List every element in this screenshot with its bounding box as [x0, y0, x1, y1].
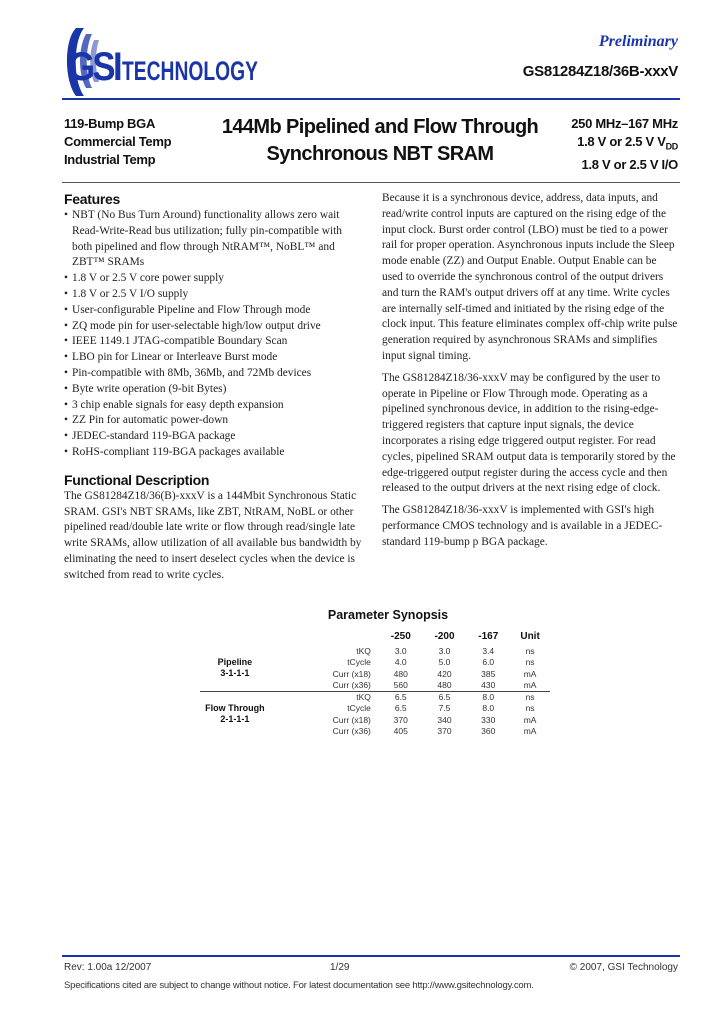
document-title	[200, 114, 560, 168]
feature-item: • NBT (No Bus Turn Around) functionality allows zero wait Read-Write-Read bus utilization; fully pin-compatible with both pipelined and flow through NtRAM™, NoBL™ and ZBT™ SRAMs	[64, 208, 362, 271]
feature-item: • User-configurable Pipeline and Flow Through mode	[64, 303, 362, 319]
group-label-pipeline: Pipeline 3-1-1-1	[217, 656, 253, 678]
param-name: Curr (x18)	[332, 668, 371, 679]
feature-item: • ZQ mode pin for user-selectable high/low output drive	[64, 319, 362, 335]
features-heading: Features	[64, 191, 120, 207]
param-name: Curr (x36)	[332, 680, 371, 690]
feature-item: • ZZ Pin for automatic power-down	[64, 413, 362, 429]
table-row: Curr (x36) 560 480 430 mA	[200, 680, 550, 692]
description-paragraph: Because it is a synchronous device, address, data inputs, and read/write control inputs are captured on the rising edge of the input clock. Burst order control (LBO) must be tied to a power rail for proper operation. Asynchronous inputs include the Sleep mode enable (ZZ) and Output Enable. Output Enable can be used to override the synchronous control of the output drivers and turn the RAM's output drivers off at any time. Write cycles are internally self-timed and initiated by the rising edge of the clock input. This feature eliminates complex off-chip write pulse generation required by asynchronous SRAMs and simplifies input signal timing.	[382, 192, 678, 362]
title-divider	[62, 182, 680, 183]
table-row: Flow Through 2-1-1-1 tKQ 6.5 6.5 8.0 ns	[200, 691, 550, 703]
functional-description-heading: Functional Description	[64, 471, 210, 488]
feature-item: • 3 chip enable signals for easy depth expansion	[64, 398, 362, 414]
package-info	[64, 115, 171, 169]
table-row: tCycle 4.0 5.0 6.0 ns	[200, 657, 550, 669]
param-name: tKQ	[356, 645, 371, 656]
feature-item: • Pin-compatible with 8Mb, 36Mb, and 72Mb devices	[64, 366, 362, 382]
param-name: tCycle	[347, 657, 371, 668]
frequency-range: 250 MHz–167 MHz	[571, 116, 678, 131]
param-name: Curr (x36)	[332, 726, 371, 737]
copyright: © 2007, GSI Technology	[569, 962, 678, 973]
table-row: Curr (x36) 405 370 360 mA	[200, 726, 550, 738]
description-paragraph: The GS81284Z18/36-xxxV may be configured by the user to operate in Pipeline or Flow Through mode. Operating as a pipelined synchronous device, in addition to the rising-edge-triggered registers that capture input signals, the device incorporates a rising edge triggered output register. For read cycles, pipelined SRAM output data is temporarily stored by the edge-triggered output register during the access cycle and then released to the output drivers at the next rising edge of clock.	[382, 371, 676, 495]
feature-item: • Byte write operation (9-bit Bytes)	[64, 382, 362, 398]
synopsis-title: Parameter Synopsis	[327, 608, 449, 622]
functional-description-text: The GS81284Z18/36(B)-xxxV is a 144Mbit Synchronous Static SRAM. GSI's NBT SRAMs, like ZBT, NtRAM, NoBL or other pipelined read/double late write or flow through read/single late write SRAMs, allow utilization of all available bus bandwidth by eliminating the need to insert deselect cycles when the device is switched from read to write cycles.	[64, 489, 362, 581]
table-row: Curr (x18) 370 340 330 mA	[200, 714, 550, 726]
temp-industrial: Industrial Temp	[64, 152, 156, 167]
temp-commercial: Commercial Temp	[64, 134, 172, 149]
table-row: Pipeline 3-1-1-1 tKQ 3.0 3.0 3.4 ns	[200, 645, 550, 657]
col-header: -167	[478, 630, 499, 642]
param-name: tCycle	[347, 703, 371, 714]
right-column	[382, 191, 680, 557]
synopsis-header-row	[200, 627, 550, 645]
title-line-2: Synchronous NBT SRAM	[266, 143, 494, 165]
feature-item: • JEDEC-standard 119-BGA package	[64, 429, 362, 445]
header-divider	[62, 98, 680, 100]
part-number: GS81284Z18/36B-xxxV	[522, 63, 678, 80]
vio-spec: 1.8 V or 2.5 V I/O	[581, 156, 678, 172]
footer-divider	[62, 955, 680, 957]
group-label-flow-through: Flow Through 2-1-1-1	[200, 691, 270, 737]
parameter-synopsis	[200, 608, 550, 737]
param-name: Curr (x18)	[332, 714, 371, 725]
svg-text:TECHNOLOGY: TECHNOLOGY	[122, 56, 258, 86]
feature-item: • 1.8 V or 2.5 V I/O supply	[64, 287, 362, 303]
param-name: tKQ	[270, 691, 379, 703]
col-header: -250	[390, 630, 411, 642]
features-list	[64, 208, 362, 461]
specification-notice: Specifications cited are subject to change without notice. For latest documentation see http://www.gsitechnology.com.	[64, 980, 534, 991]
feature-item: • LBO pin for Linear or Interleave Burst mode	[64, 350, 362, 366]
table-row: Curr (x18) 480 420 385 mA	[200, 668, 550, 680]
gsi-technology-logo	[62, 18, 262, 108]
page-number: 1/29	[330, 962, 350, 973]
feature-item: • IEEE 1149.1 JTAG-compatible Boundary Scan	[64, 334, 362, 350]
feature-item: • RoHS-compliant 119-BGA packages available	[64, 445, 362, 461]
title-line-1: 144Mb Pipelined and Flow Through	[221, 116, 539, 138]
col-header: Unit	[520, 630, 540, 642]
vdd-spec: 1.8 V or 2.5 V $V_{DD}$	[577, 134, 678, 152]
document-status: Preliminary	[598, 33, 678, 50]
synopsis-table	[200, 627, 550, 737]
package-type: 119-Bump BGA	[64, 116, 156, 131]
col-header: -200	[434, 630, 455, 642]
feature-item: • 1.8 V or 2.5 V core power supply	[64, 271, 362, 287]
svg-text:GSI: GSI	[68, 45, 121, 89]
revision-info: Rev: 1.00a 12/2007	[64, 962, 152, 973]
table-row: tCycle 6.5 7.5 8.0 ns	[200, 703, 550, 715]
left-column	[64, 190, 362, 584]
spec-summary	[571, 115, 678, 174]
description-paragraph: The GS81284Z18/36-xxxV is implemented with GSI's high performance CMOS technology and is available in a JEDEC-standard 119-bump p BGA package.	[382, 504, 663, 548]
